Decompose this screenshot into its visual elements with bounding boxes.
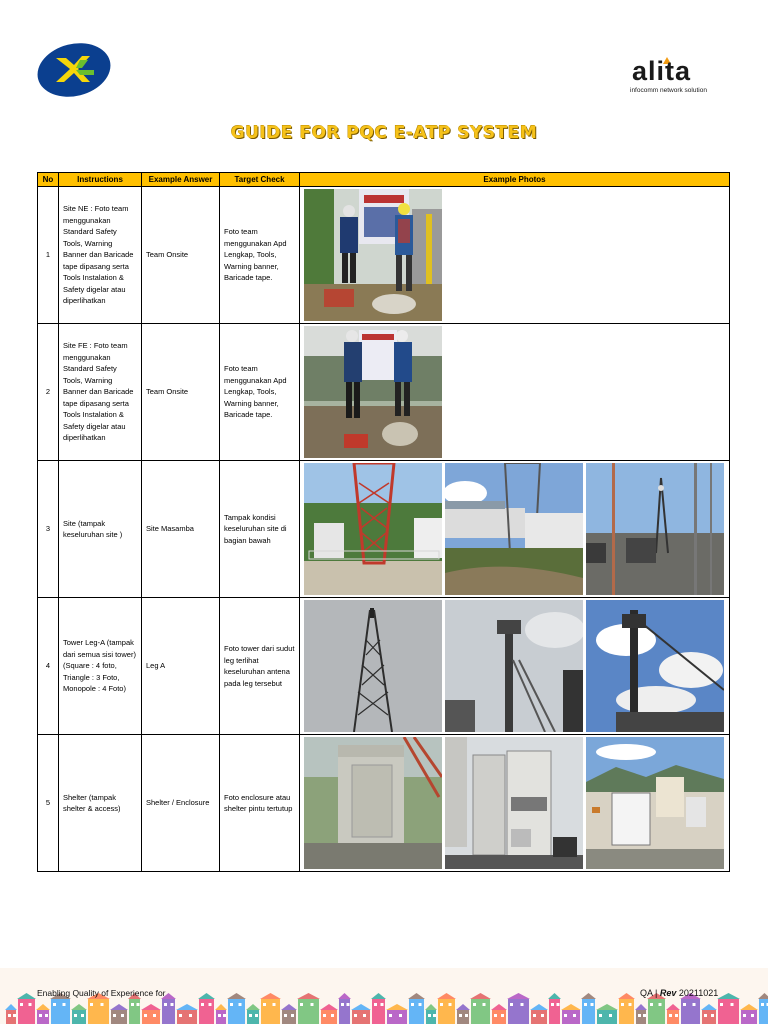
table-row xyxy=(38,187,730,324)
column-header-no: No xyxy=(38,173,59,187)
example-photo-shelter-1[interactable] xyxy=(304,737,442,869)
example-answer-cell: Shelter / Enclosure xyxy=(142,735,220,872)
column-header-instructions: Instructions xyxy=(59,173,142,187)
example-answer-cell: Team Onsite xyxy=(142,324,220,461)
row-number: 1 xyxy=(38,187,59,324)
alita-tagline: infocomm network solution xyxy=(630,87,707,94)
example-answer-cell: Leg A xyxy=(142,598,220,735)
row-number: 2 xyxy=(38,324,59,461)
target-check-cell: Tampak kondisi keseluruhan site di bagian bawah xyxy=(220,461,300,598)
instructions-cell: Site FE : Foto team menggunakan Standard Safety Tools, Warning Banner dan Baricade tape dipasang serta Tools Instalation & Safety digelar atau diperlihatkan xyxy=(59,324,142,461)
alita-brand: alita xyxy=(632,56,692,86)
target-check-cell: Foto team menggunakan Apd Lengkap, Tools, Warning banner, Baricade tape. xyxy=(220,187,300,324)
column-header-example-answer: Example Answer xyxy=(142,173,220,187)
example-answer-cell: Site Masamba xyxy=(142,461,220,598)
guide-table xyxy=(37,172,730,872)
xl-logo xyxy=(36,42,112,98)
instructions-cell: Site NE : Foto team menggunakan Standard Safety Tools, Warning Banner dan Baricade tape dipasang serta Tools Instalation & Safety digelar atau diperlihatkan xyxy=(59,187,142,324)
footer-rev-label: Rev xyxy=(659,988,677,998)
table-row xyxy=(38,461,730,598)
example-photo-tower-2[interactable] xyxy=(445,600,583,732)
page-title: GUIDE FOR PQC E-ATP SYSTEM xyxy=(230,123,538,143)
example-photos-cell xyxy=(300,598,730,735)
table-row xyxy=(38,598,730,735)
instructions-cell: Tower Leg-A (tampak dari semua sisi tower) (Square : 4 foto, Triangle : 3 Foto, Monopole : 4 Foto) xyxy=(59,598,142,735)
target-check-cell: Foto enclosure atau shelter pintu tertutup xyxy=(220,735,300,872)
instructions-cell: Shelter (tampak shelter & access) xyxy=(59,735,142,872)
example-photo-site-1[interactable] xyxy=(304,463,442,595)
row-number: 5 xyxy=(38,735,59,872)
example-photos-cell xyxy=(300,735,730,872)
example-photos-cell xyxy=(300,461,730,598)
footer-qa-label: QA xyxy=(640,988,653,998)
example-answer-cell: Team Onsite xyxy=(142,187,220,324)
row-number: 3 xyxy=(38,461,59,598)
table-row xyxy=(38,324,730,461)
footer-rev-code: 20211021 xyxy=(678,988,719,998)
example-photo-tower-3[interactable] xyxy=(586,600,724,732)
table-row xyxy=(38,735,730,872)
table-header-row xyxy=(38,173,730,187)
target-check-cell: Foto tower dari sudut leg terlihat keseluruhan antena pada leg tersebut xyxy=(220,598,300,735)
instructions-cell: Site (tampak keseluruhan site ) xyxy=(59,461,142,598)
example-photos-cell xyxy=(300,324,730,461)
footer-banner xyxy=(0,968,768,1024)
example-photos-cell xyxy=(300,187,730,324)
example-photo-team-ne[interactable] xyxy=(304,189,442,321)
footer-tagline: Enabling Quality of Experience for xyxy=(37,988,166,998)
target-check-cell: Foto team menggunakan Apd Lengkap, Tools, Warning banner, Baricade tape. xyxy=(220,324,300,461)
example-photo-shelter-2[interactable] xyxy=(445,737,583,869)
example-photo-shelter-3[interactable] xyxy=(586,737,724,869)
example-photo-tower-1[interactable] xyxy=(304,600,442,732)
example-photo-site-3[interactable] xyxy=(586,463,724,595)
column-header-example-photos: Example Photos xyxy=(300,173,730,187)
row-number: 4 xyxy=(38,598,59,735)
footer-revision: QA | Rev 20211021 xyxy=(640,988,719,998)
column-header-target-check: Target Check xyxy=(220,173,300,187)
example-photo-team-fe[interactable] xyxy=(304,326,442,458)
alita-logo xyxy=(624,56,734,98)
example-photo-site-2[interactable] xyxy=(445,463,583,595)
